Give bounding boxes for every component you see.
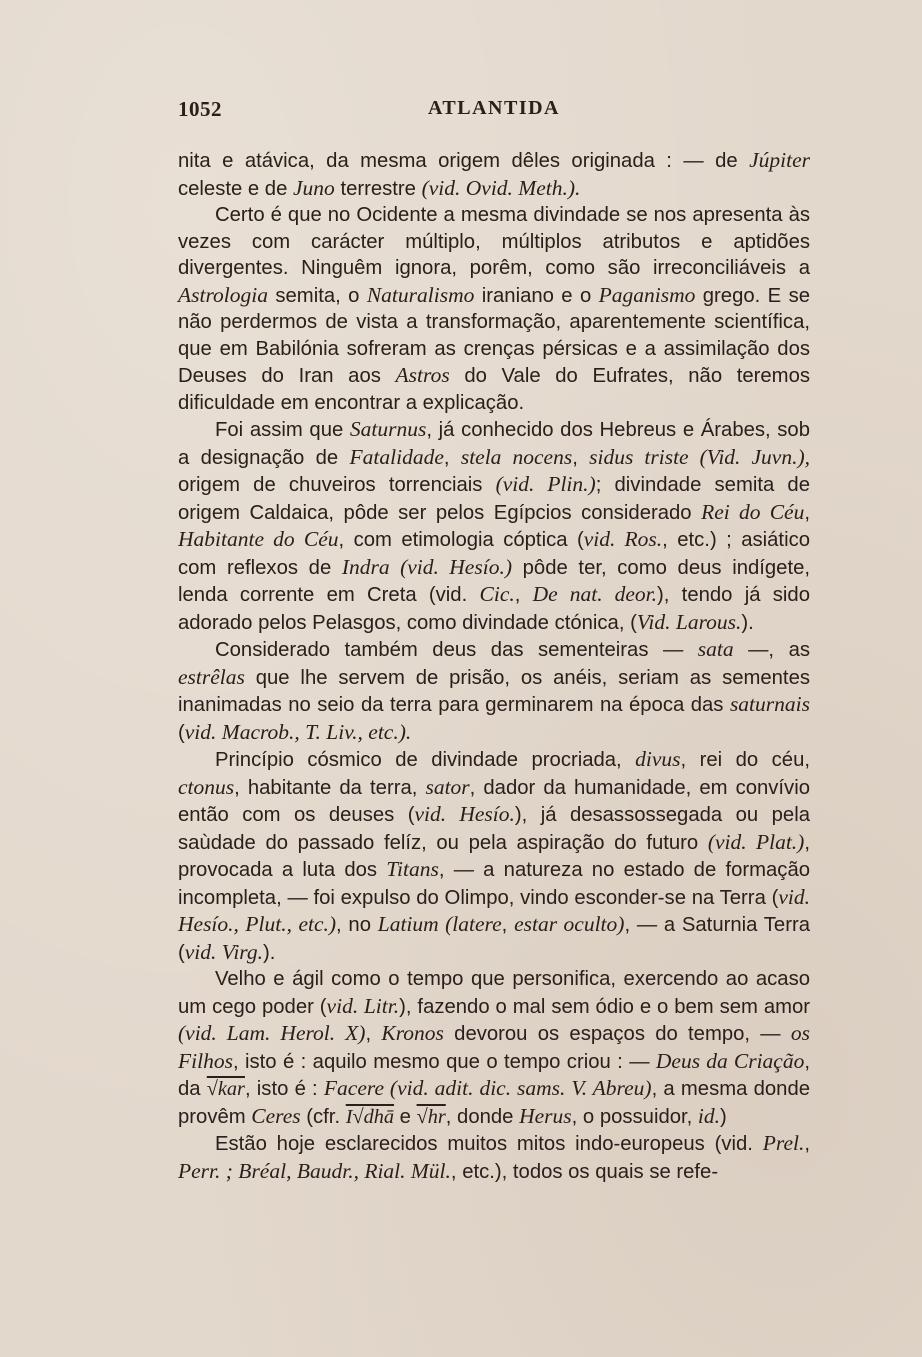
italic-run: Habitante do Céu: [178, 527, 339, 551]
text-run: —, as: [733, 639, 810, 661]
root-notation: I√dhā: [345, 1105, 395, 1128]
text-run: semita, o: [268, 284, 367, 307]
italic-run: vid. Hesío., Plut., etc.): [178, 884, 810, 936]
italic-run: Facere (vid. adit. dic. sams. V. Abreu): [323, 1076, 652, 1100]
italic-run: Ceres: [251, 1103, 301, 1128]
paragraph: [178, 746, 810, 966]
text-run: , etc.), todos os quais se refe-: [450, 1160, 719, 1183]
text-run: , com etimologia cóptica (: [338, 529, 584, 551]
text-run: e: [394, 1105, 417, 1128]
text-run: grego. E se não perdermos de vista a transformação, aparentemente scientífica, que em Babilónia sofreram as crenças pérsicas e a assimilação dos Deuses do Iran aos: [178, 284, 811, 387]
root-notation: √hr: [416, 1105, 446, 1128]
text-run: ,: [804, 1133, 810, 1155]
text-run: , no: [336, 914, 378, 936]
paragraph: [178, 636, 810, 746]
text-run: , da: [178, 1050, 810, 1100]
text-run: iraniano e o: [474, 284, 599, 307]
italic-run: sator: [425, 774, 470, 799]
text-run: , o possuidor,: [571, 1105, 698, 1128]
text-run: (: [178, 721, 185, 744]
text-run: ), tendo já sido adorado pelos Pelasgos, como divindade ctónica, (: [178, 584, 810, 634]
italic-run: vid. Ros.: [583, 527, 663, 551]
italic-run: Perr. ; Bréal, Baudr., Rial. Mül.: [178, 1158, 451, 1183]
text-run: , isto é :: [244, 1078, 324, 1100]
text-run: , dador da humanidade, em convívio então com os deuses (: [178, 776, 810, 826]
italic-run: Rei do Céu: [701, 499, 805, 524]
text-run: , — a natureza no estado de formação incompleta, — foi expulso do Olimpo, vindo esconder-se na Terra (: [178, 859, 810, 909]
italic-run: Deus da Criação: [655, 1048, 805, 1073]
text-run: , — a Saturnia Terra (: [178, 914, 810, 964]
journal-title: ATLANTIDA: [427, 97, 561, 119]
italic-run: vid. Litr.: [326, 993, 400, 1018]
root-notation: √kar: [206, 1078, 245, 1100]
text-run: ,: [501, 914, 515, 936]
italic-run: (vid. Plin.): [495, 472, 596, 496]
italic-run: vid. Virg.: [184, 939, 263, 964]
italic-run: Paganismo: [598, 282, 696, 307]
text-run: ).: [263, 941, 276, 964]
italic-run: Latium (latere: [377, 912, 502, 936]
text-run: , já conhecido dos Hebreus e Árabes, sob a designação de: [178, 419, 810, 469]
page-number: 1052: [178, 97, 222, 121]
italic-run: (vid. Ovid. Meth.).: [421, 175, 581, 200]
text-run: ), já desassossegada ou pela saùdade do passado felíz, ou pela aspiração do futuro: [178, 804, 810, 854]
italic-run: Titans: [386, 857, 439, 881]
italic-run: divus: [635, 747, 681, 771]
italic-run: Astrologia: [178, 282, 268, 307]
text-run: ,: [572, 446, 590, 469]
text-run: terrestre: [334, 177, 422, 200]
text-run: ): [720, 1105, 727, 1128]
italic-run: Indra (vid. Hesío.): [341, 554, 512, 579]
text-run: ,: [365, 1023, 382, 1045]
text-run: Foi assim que: [215, 419, 350, 441]
italic-run: vid. Macrob., T. Liv., etc.).: [184, 719, 412, 744]
paragraph: [178, 202, 810, 416]
text-run: , isto é : aquilo mesmo que o tempo criou : —: [232, 1050, 656, 1073]
italic-run: Júpiter: [749, 148, 810, 172]
text-run: ,: [443, 446, 461, 469]
text-run: ,: [804, 501, 810, 524]
italic-run: Naturalismo: [366, 282, 475, 307]
paragraph: [178, 416, 810, 636]
paragraph: [178, 147, 810, 202]
text-run: , a mesma donde provêm: [178, 1078, 811, 1128]
text-run: ,: [514, 584, 533, 606]
italic-run: os Filhos: [178, 1021, 810, 1073]
italic-run: sidus triste (Vid. Juvn.),: [589, 444, 810, 469]
italic-run: saturnais: [729, 692, 810, 716]
text-run: ), fazendo o mal sem ódio e o bem sem amor: [399, 995, 811, 1018]
text-run: , provocada a luta dos: [178, 831, 810, 881]
text-run: , etc.) ; asiático com reflexos de: [178, 529, 810, 579]
italic-run: (vid. Lam. Herol. X): [178, 1021, 366, 1045]
italic-run: estrêlas: [178, 664, 245, 689]
paragraph: [178, 1130, 810, 1185]
paragraph: [178, 966, 810, 1130]
text-run: origem de chuveiros torrenciais: [178, 474, 496, 496]
text-run: nita e atávica, da mesma origem dêles originada : — de: [178, 150, 750, 172]
italic-run: Fatalidade: [349, 444, 444, 469]
text-run: , habitante da terra,: [234, 776, 426, 799]
text-run: Considerado também deus das sementeiras —: [215, 639, 698, 661]
italic-run: Herus: [519, 1103, 572, 1128]
italic-run: Prel.: [762, 1131, 805, 1155]
text-run: celeste e de: [178, 177, 294, 200]
text-run: do Vale do Eufrates, não teremos dificuldade em encontrar a explicação.: [178, 365, 810, 414]
text-run: , rei do céu,: [680, 749, 810, 771]
italic-run: (vid. Plat.): [707, 829, 805, 854]
italic-run: id.: [697, 1103, 721, 1128]
text-run: pôde ter, como deus indígete, lenda corrente em Creta (vid.: [178, 556, 810, 606]
italic-run: stela nocens: [460, 444, 573, 469]
text-run: (cfr.: [300, 1105, 346, 1128]
text-run: devorou os espaços do tempo, —: [443, 1023, 791, 1045]
text-run: , donde: [445, 1105, 520, 1128]
text-run: Princípio cósmico de divindade procriada,: [215, 749, 636, 771]
italic-run: estar oculto): [514, 912, 625, 936]
text-run: Estão hoje esclarecidos muitos mitos indo-europeus (vid.: [215, 1133, 763, 1155]
italic-run: vid. Hesío.: [414, 802, 515, 826]
text-run: ).: [741, 611, 754, 634]
text-run: Velho e ágil como o tempo que personifica, exercendo ao acaso um cego poder (: [178, 968, 810, 1018]
italic-run: Vid. Larous.: [636, 609, 742, 634]
body-text: [178, 147, 810, 1185]
text-run: que lhe servem de prisão, os anéis, seriam as sementes inanimadas no seio da terra para germinarem na época das: [178, 666, 810, 716]
italic-run: Juno: [293, 175, 335, 200]
italic-run: ctonus: [178, 774, 235, 799]
italic-run: Kronos: [381, 1021, 444, 1045]
italic-run: Saturnus: [349, 417, 427, 441]
italic-run: Cic.: [479, 582, 515, 606]
text-run: Certo é que no Ocidente a mesma divindade se nos apresenta às vezes com carácter múltiplo, múltiplos atributos e aptidões divergentes. Ninguêm ignora, porêm, como são irreconciliáveis a: [178, 204, 810, 279]
text-run: ; divindade semita de origem Caldaica, pôde ser pelos Egípcios considerado: [178, 474, 810, 524]
running-head: [178, 97, 810, 123]
italic-run: De nat. deor.: [532, 582, 658, 606]
italic-run: sata: [697, 637, 734, 661]
italic-run: Astros: [395, 363, 450, 387]
